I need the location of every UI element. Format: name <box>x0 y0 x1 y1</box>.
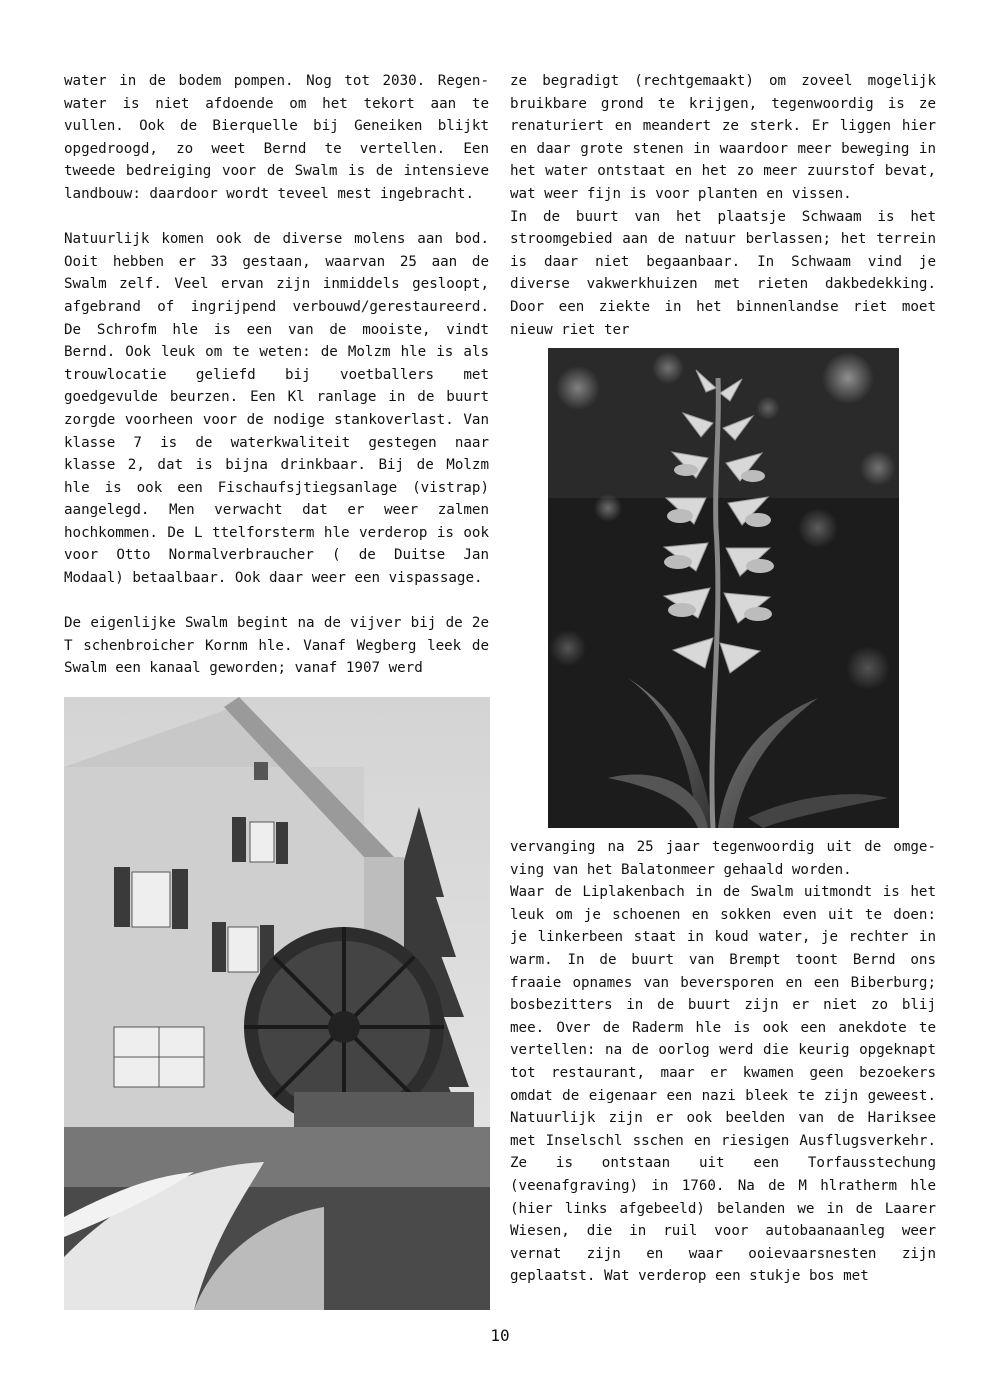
watermill-photo <box>64 697 490 1310</box>
left-text-column <box>64 70 489 680</box>
paragraph: vervanging na 25 jaar tegenwoordig uit de omgeving van het Balatonmeer gehaald worden. <box>510 839 936 878</box>
right-text-column-bottom <box>510 836 936 1288</box>
right-text-column-top <box>510 70 936 341</box>
paragraph: Natuurlijk komen ook de diverse molens aan bod. Ooit hebben er 33 gestaan, waarvan 25 aan de Swalm zelf. Veel ervan zijn inmiddels gesloopt, afgebrand of ingrijpend verbouwd/gerestaureerd. De Schrofm hle is een van de mooiste, vindt Bernd. Ook leuk om te weten: de Molzm hle is als trouwlocatie geliefd bij voetballers met goedgevulde beurzen. Een Kl ranlage in de buurt zorgde voorheen voor de nodige stankoverlast. Van klasse 7 is de waterkwaliteit gestegen naar klasse 2, dat is bijna drinkbaar. Bij de Molzm hle is ook een Fischaufsjtiegsanlage (vistrap) aangelegd. Men verwacht dat er weer zalmen hochkommen. De L ttelforsterm hle verderop is ook voor Otto Normalverbraucher ( de Duitse Jan Modaal) betaalbaar. Ook daar weer een vispassage. <box>64 231 489 587</box>
page-number: 10 <box>490 1326 510 1345</box>
orchid-photo <box>548 348 899 828</box>
paragraph: ze begradigt (rechtgemaakt) om zoveel mogelijk bruikbare grond te krijgen, tegenwoordig is ze renaturiert en meandert ze sterk. Er liggen hier en daar grote stenen in waardoor meer beweging in het water ontstaat en het zo meer zuurstof bevat, wat weer fijn is voor planten en vissen. <box>510 73 936 202</box>
paragraph: Waar de Liplakenbach in de Swalm uitmondt is het leuk om je schoenen en sokken even uit te doen: je linkerbeen staat in koud water, je rechter in warm. In de buurt van Brempt toont Bernd ons fraaie opnames van beversporen en een Biberburg; bosbezitters in de buurt zijn er niet zo blij mee. Over de Raderm hle is ook een anekdote te vertellen: na de oorlog werd die keurig opgeknapt tot restaurant, maar er kwamen geen bezoekers omdat de eigenaar een nazi bleek te zijn geweest. Natuurlijk zijn er ook beelden van de Hariksee met Inselschl sschen en riesigen Ausflugsverkehr. Ze is ontstaan uit een Torfausstechung (veenafgraving) in 1760. Na de M hlratherm hle (hier links afgebeeld) belanden we in de Laarer Wiesen, die in ruil voor autobaanaanleg weer vernat zijn en waar ooievaarsnesten zijn geplaatst. Wat verderop een stukje bos met <box>510 884 936 1285</box>
paragraph: water in de bodem pompen. Nog tot 2030. Regenwater is niet afdoende om het tekort aan te vullen. Ook de Bierquelle bij Geneiken blijkt opgedroogd, zo weet Bernd te vertellen. Een tweede bedreiging voor de Swalm is de intensieve landbouw: daardoor wordt teveel mest ingebracht. <box>64 73 489 202</box>
paragraph: De eigenlijke Swalm begint na de vijver bij de 2e T schenbroicher Kornm hle. Vanaf Wegberg leek de Swalm een kanaal geworden; vanaf 1907 werd <box>64 615 489 677</box>
paragraph: In de buurt van het plaatsje Schwaam is het stroomgebied aan de natuur berlassen; het terrein is daar niet begaanbaar. In Schwaam vind je diverse vakwerkhuizen met rieten dakbedekking. Door een ziekte in het binnenlandse riet moet nieuw riet ter <box>510 208 936 338</box>
